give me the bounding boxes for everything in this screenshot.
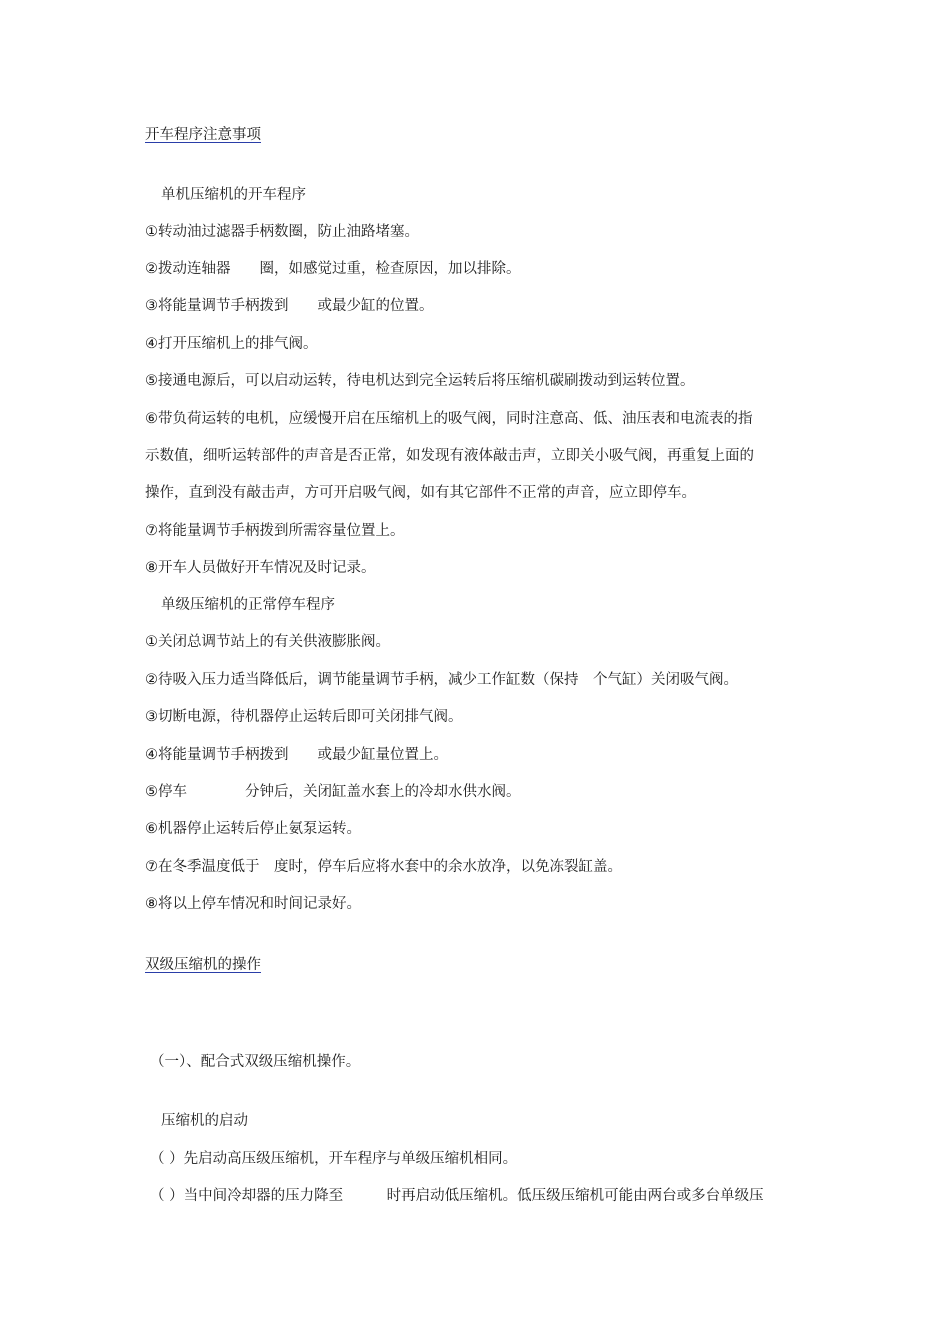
list-item: ⑧将以上停车情况和时间记录好。 — [145, 896, 361, 912]
list-item: （ ）先启动高压级压缩机，开车程序与单级压缩机相同。 — [150, 1151, 518, 1167]
section-heading-two-stage[interactable] — [145, 955, 261, 975]
section-heading-startup-notes[interactable] — [145, 125, 261, 145]
subheading-single-startup: 单机压缩机的开车程序 — [161, 187, 306, 203]
list-item: ⑤停车 分钟后，关闭缸盖水套上的冷却水供水阀。 — [145, 784, 521, 800]
list-item: ⑥机器停止运转后停止氨泵运转。 — [145, 821, 361, 837]
part-heading-combined: （一）、配合式双级压缩机操作。 — [150, 1054, 361, 1070]
list-item: ④将能量调节手柄拨到 或最少缸量位置上。 — [145, 747, 448, 763]
list-item: ①关闭总调节站上的有关供液膨胀阀。 — [145, 634, 390, 650]
list-item: ⑥带负荷运转的电机，应缓慢开启在压缩机上的吸气阀，同时注意高、低、油压表和电流表的指 — [145, 411, 753, 427]
heading-link-text[interactable]: 开车程序注意事项 — [145, 127, 261, 143]
list-item: （ ）当中间冷却器的压力降至 时再启动低压缩机。低压级压缩机可能由两台或多台单级压 — [150, 1188, 764, 1204]
list-item: ⑤接通电源后，可以启动运转，待电机达到完全运转后将压缩机碳刷拨动到运转位置。 — [145, 373, 695, 389]
list-item: ③切断电源，待机器停止运转后即可关闭排气阀。 — [145, 709, 463, 725]
list-item: ⑦在冬季温度低于 度时，停车后应将水套中的余水放净，以免冻裂缸盖。 — [145, 859, 622, 875]
subheading-compressor-start: 压缩机的启动 — [161, 1113, 248, 1129]
list-item: ⑦将能量调节手柄拨到所需容量位置上。 — [145, 523, 405, 539]
list-item: ②待吸入压力适当降低后，调节能量调节手柄，减少工作缸数（保持 个气缸）关闭吸气阀。 — [145, 672, 738, 688]
list-item-continued: 操作，直到没有敲击声，方可开启吸气阀，如有其它部件不正常的声音，应立即停车。 — [145, 485, 696, 501]
subheading-single-shutdown: 单级压缩机的正常停车程序 — [161, 597, 335, 613]
list-item-continued: 示数值，细听运转部件的声音是否正常，如发现有液体敲击声，立即关小吸气阀，再重复上面的 — [145, 448, 754, 464]
list-item: ③将能量调节手柄拨到 或最少缸的位置。 — [145, 298, 434, 314]
list-item: ⑧开车人员做好开车情况及时记录。 — [145, 560, 376, 576]
list-item: ④打开压缩机上的排气阀。 — [145, 336, 318, 352]
list-item: ①转动油过滤器手柄数圈，防止油路堵塞。 — [145, 224, 419, 240]
heading-link-text[interactable]: 双级压缩机的操作 — [145, 957, 261, 973]
list-item: ②拨动连轴器 圈，如感觉过重，检查原因，加以排除。 — [145, 261, 521, 277]
